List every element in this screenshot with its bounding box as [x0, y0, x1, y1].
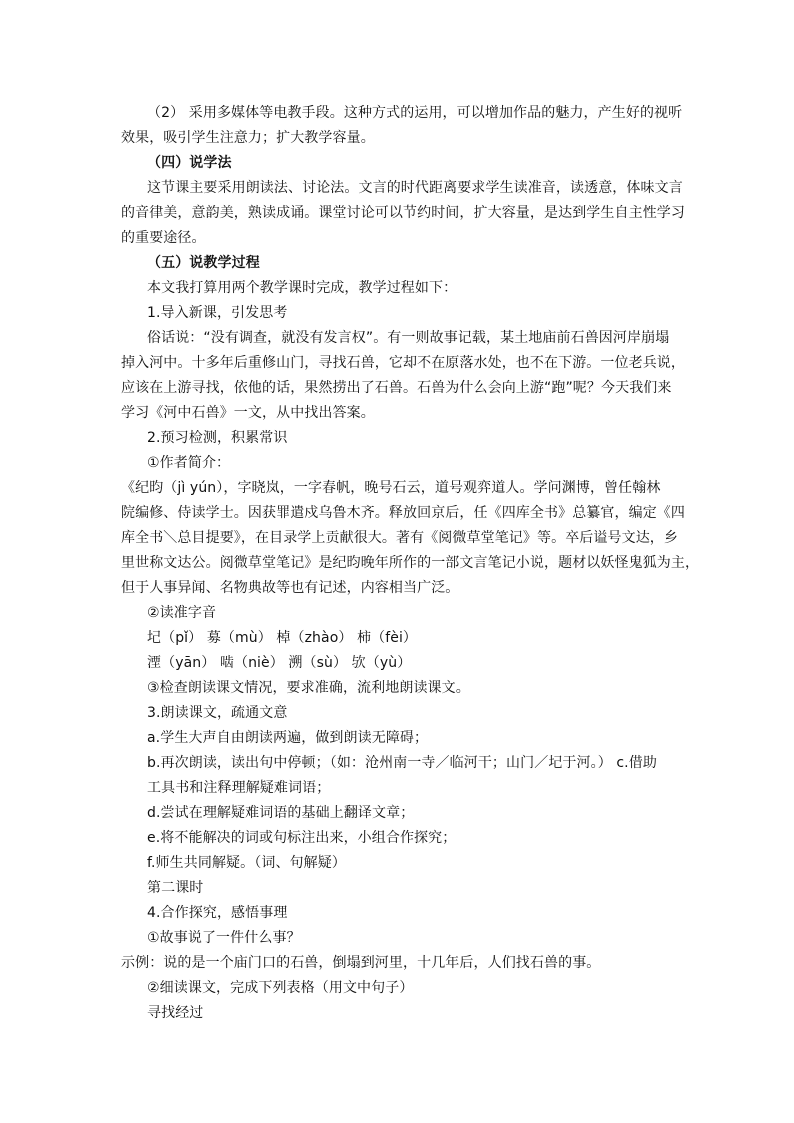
text-line: 的音律美，意韵美，熟读成诵。课堂讨论可以节约时间，扩大容量，是达到学生自主性学习	[121, 205, 685, 221]
text-line: 的重要途径。	[121, 230, 206, 246]
text-line: 俗话说：“没有调查，就没有发言权”。有一则故事记载，某土地庙前石兽因河岸崩塌	[147, 330, 670, 346]
section-heading: （四）说学法	[147, 155, 232, 171]
text-line: 但于人事异闻、名物典故等也有记述，内容相当广泛。	[121, 580, 460, 596]
text-line: 本文我打算用两个教学课时完成，教学过程如下：	[147, 280, 458, 296]
text-line: 《纪昀（jì yún），字晓岚，一字春帆，晚号石云，道号观弈道人。学问渊博，曾任翰林	[121, 480, 661, 496]
text-line: 掉入河中。十多年后重修山门，寻找石兽，它却不在原落水处，也不在下游。一位老兵说，	[121, 355, 685, 371]
text-line: 库全书＼总目提要》，在目录学上贡献很大。著有《阅微草堂笔记》等。卒后谥号文达，乡	[121, 530, 678, 546]
text-line: ①作者简介：	[147, 455, 231, 471]
text-line: ②读准字音	[147, 605, 217, 621]
text-line: 院编修、侍读学士。因获罪遣戍乌鲁木齐。释放回京后，任《四库全书》总纂官，编定《四	[121, 505, 685, 521]
text-line: 里世称文达公。阅微草堂笔记》是纪昀晚年所作的一部文言笔记小说，题材以妖怪鬼狐为主，	[121, 555, 700, 571]
text-line: 应该在上游寻找，依他的话，果然捞出了石兽。石兽为什么会向上游“跑”呢？今天我们来	[121, 380, 672, 396]
text-line: 1.导入新课，引发思考	[147, 305, 288, 321]
text-line: 示例：说的是一个庙门口的石兽，倒塌到河里，十几年后，人们找石兽的事。	[121, 955, 601, 971]
text-line: 工具书和注释理解疑难词语；	[147, 780, 331, 796]
text-line: a.学生大声自由朗读两遍，做到朗读无障碍；	[147, 730, 429, 746]
text-line: 寻找经过	[147, 1005, 204, 1021]
text-line: 湮（yān） 啮（niè） 溯（sù） 欤（yù）	[147, 655, 412, 671]
text-line: 效果，吸引学生注意力；扩大教学容量。	[121, 130, 375, 146]
text-line: 第二课时	[147, 880, 204, 896]
text-line: 这节课主要采用朗读法、讨论法。文言的时代距离要求学生读准音，读透意，体味文言	[147, 180, 683, 196]
section-heading: （五）说教学过程	[147, 255, 260, 271]
text-line: e.将不能解决的词或句标注出来，小组合作探究；	[147, 830, 457, 846]
text-line: 4.合作探究，感悟事理	[147, 905, 288, 921]
text-line: b.再次朗读，读出句中停顿；（如：沧州南一寺／临河干；山门／圮于河。） c.借助	[147, 755, 657, 771]
text-line: 圮（pǐ） 募（mù） 棹（zhào） 柿（fèi）	[147, 630, 418, 646]
text-line: （2） 采用多媒体等电教手段。这种方式的运用，可以增加作品的魅力，产生好的视听	[147, 105, 683, 121]
text-line: 2.预习检测，积累常识	[147, 430, 288, 446]
text-line: ③检查朗读课文情况，要求准确，流利地朗读课文。	[147, 680, 470, 696]
text-line: ②细读课文，完成下列表格（用文中句子）	[147, 980, 414, 996]
text-line: 3.朗读课文，疏通文意	[147, 705, 288, 721]
text-line: d.尝试在理解疑难词语的基础上翻译文章；	[147, 805, 415, 821]
text-line: ①故事说了一件什么事？	[147, 930, 301, 946]
text-line: f.师生共同解疑。（词、句解疑）	[147, 855, 346, 871]
text-line: 学习《河中石兽》一文，从中找出答案。	[121, 405, 375, 421]
